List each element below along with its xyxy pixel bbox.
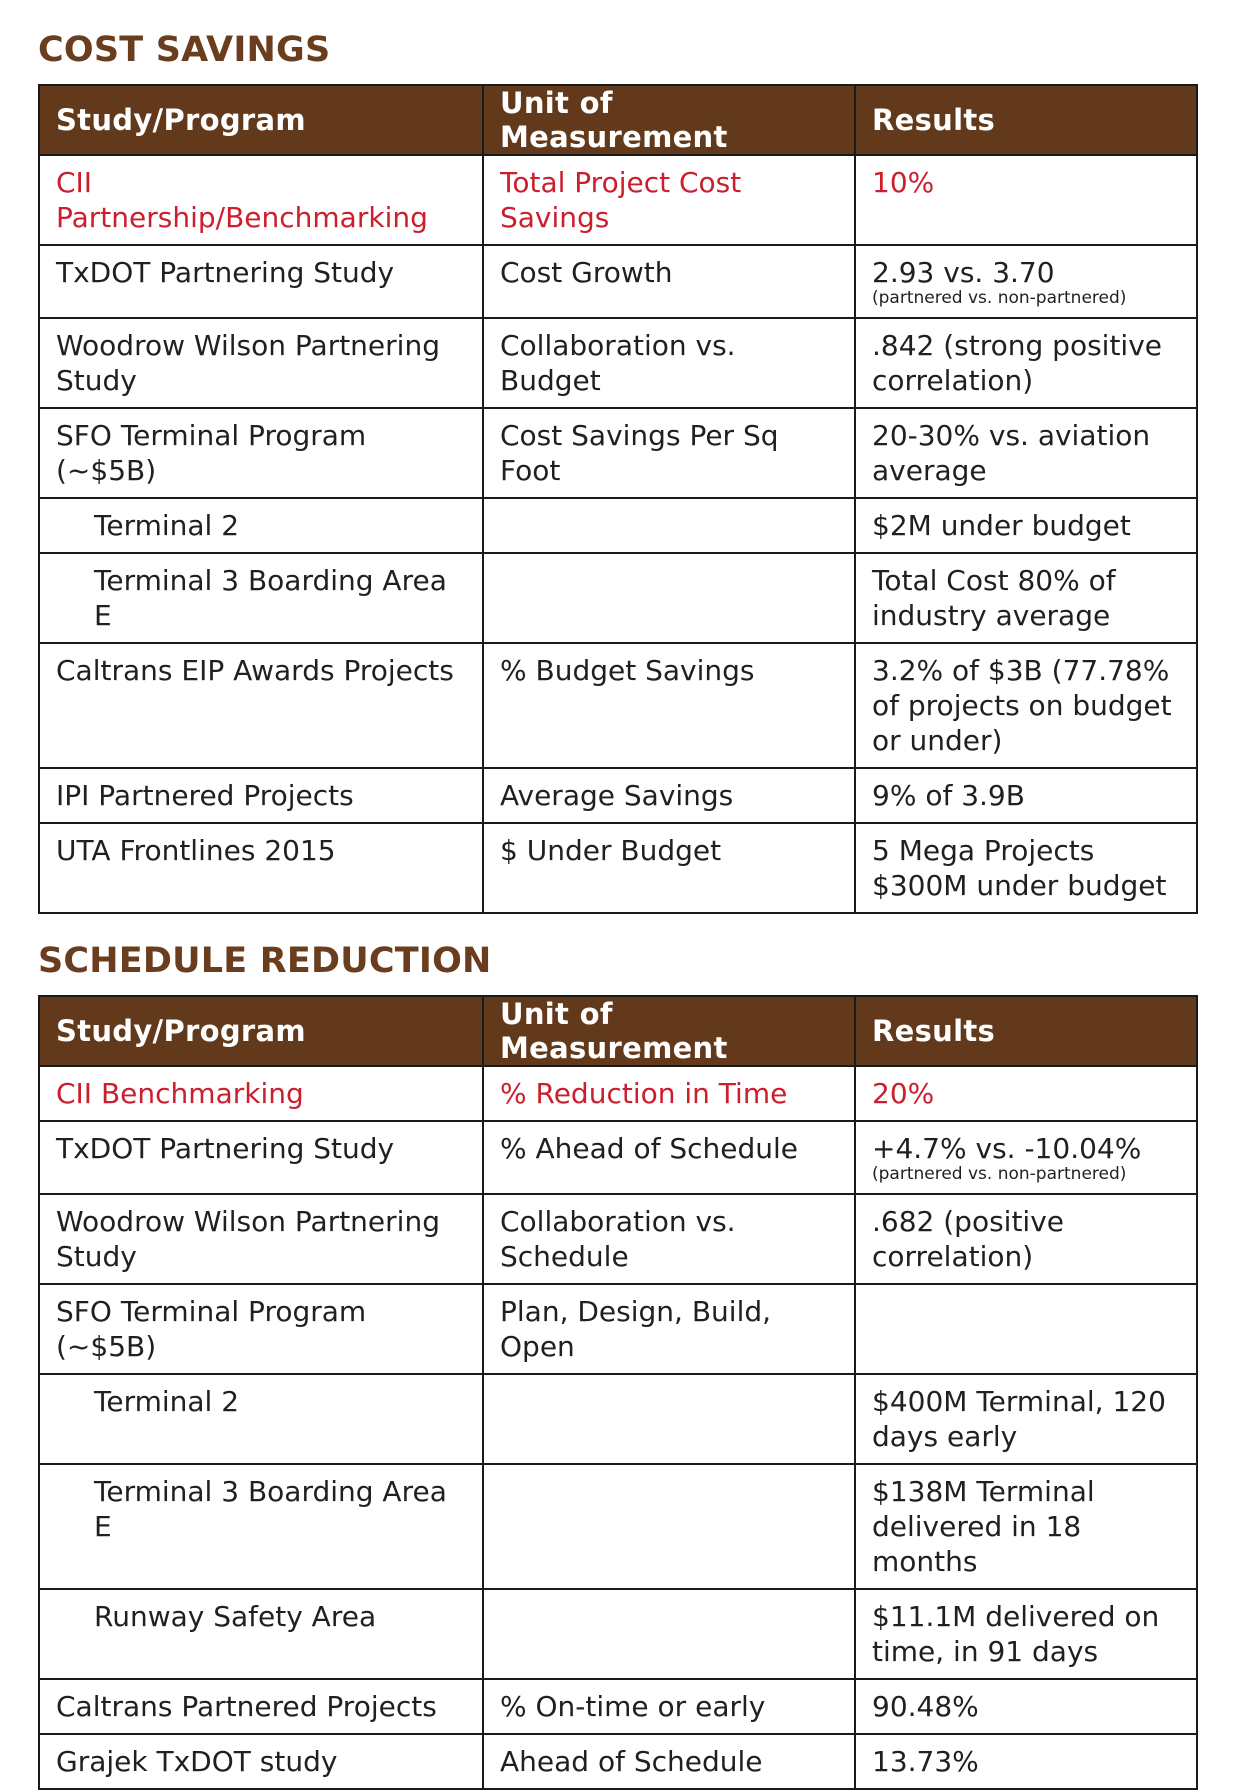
unit-cell: $ Under Budget bbox=[483, 823, 855, 913]
study-cell: UTA Frontlines 2015 bbox=[39, 823, 483, 913]
result-cell: 3.2% of $3B (77.78% of projects on budget or under) bbox=[855, 643, 1197, 768]
unit-cell: % Ahead of Schedule bbox=[483, 1121, 855, 1194]
table-row bbox=[39, 1464, 1197, 1589]
study-cell: Terminal 2 bbox=[39, 498, 483, 553]
study-cell: Grajek TxDOT study bbox=[39, 1734, 483, 1789]
table-row bbox=[39, 1284, 1197, 1374]
cost-savings-table bbox=[38, 84, 1198, 914]
unit-cell bbox=[483, 1589, 855, 1679]
study-cell: IPI Partnered Projects bbox=[39, 768, 483, 823]
result-cell bbox=[855, 1284, 1197, 1374]
table-row bbox=[39, 1589, 1197, 1679]
study-cell: Caltrans EIP Awards Projects bbox=[39, 643, 483, 768]
table-header-row bbox=[39, 85, 1197, 155]
study-cell: Terminal 3 Boarding Area E bbox=[39, 553, 483, 643]
table-row bbox=[39, 768, 1197, 823]
table-row bbox=[39, 155, 1197, 245]
unit-cell: Cost Growth bbox=[483, 245, 855, 318]
result-cell bbox=[855, 1121, 1197, 1194]
study-cell: Woodrow Wilson Partnering Study bbox=[39, 1194, 483, 1284]
unit-cell: % Reduction in Time bbox=[483, 1066, 855, 1121]
unit-cell bbox=[483, 553, 855, 643]
result-text: 2.93 vs. 3.70 bbox=[872, 256, 1055, 289]
study-cell: CII Partnership/Benchmarking bbox=[39, 155, 483, 245]
section-title-schedule-reduction: SCHEDULE REDUCTION bbox=[38, 941, 492, 981]
study-cell: TxDOT Partnering Study bbox=[39, 245, 483, 318]
result-cell: 20-30% vs. aviation average bbox=[855, 408, 1197, 498]
unit-cell: Ahead of Schedule bbox=[483, 1734, 855, 1789]
study-cell: Caltrans Partnered Projects bbox=[39, 1679, 483, 1734]
result-cell: Total Cost 80% of industry average bbox=[855, 553, 1197, 643]
header-study: Study/Program bbox=[39, 85, 483, 155]
table-row bbox=[39, 1679, 1197, 1734]
table-row bbox=[39, 408, 1197, 498]
section-title-cost-savings: COST SAVINGS bbox=[38, 30, 331, 70]
study-cell: SFO Terminal Program (~$5B) bbox=[39, 408, 483, 498]
result-cell: 9% of 3.9B bbox=[855, 768, 1197, 823]
study-cell: Terminal 3 Boarding Area E bbox=[39, 1464, 483, 1589]
table-row bbox=[39, 1066, 1197, 1121]
table-row bbox=[39, 318, 1197, 408]
result-cell: .682 (positive correlation) bbox=[855, 1194, 1197, 1284]
unit-cell: % On-time or early bbox=[483, 1679, 855, 1734]
result-cell: 10% bbox=[855, 155, 1197, 245]
header-results: Results bbox=[855, 996, 1197, 1066]
table-row bbox=[39, 1121, 1197, 1194]
header-unit: Unit of Measurement bbox=[483, 85, 855, 155]
result-note: (partnered vs. non-partnered) bbox=[872, 1164, 1127, 1184]
study-cell: Woodrow Wilson Partnering Study bbox=[39, 318, 483, 408]
study-cell: TxDOT Partnering Study bbox=[39, 1121, 483, 1194]
unit-cell bbox=[483, 498, 855, 553]
unit-cell: Plan, Design, Build, Open bbox=[483, 1284, 855, 1374]
unit-cell: Average Savings bbox=[483, 768, 855, 823]
result-cell: $2M under budget bbox=[855, 498, 1197, 553]
table-row bbox=[39, 553, 1197, 643]
result-cell bbox=[855, 245, 1197, 318]
result-cell: 5 Mega Projects $300M under budget bbox=[855, 823, 1197, 913]
result-cell: $400M Terminal, 120 days early bbox=[855, 1374, 1197, 1464]
result-cell: $11.1M delivered on time, in 91 days bbox=[855, 1589, 1197, 1679]
table-row bbox=[39, 498, 1197, 553]
result-cell: 90.48% bbox=[855, 1679, 1197, 1734]
result-cell: $138M Terminal delivered in 18 months bbox=[855, 1464, 1197, 1589]
unit-cell bbox=[483, 1374, 855, 1464]
table-row bbox=[39, 823, 1197, 913]
study-cell: Terminal 2 bbox=[39, 1374, 483, 1464]
result-note: (partnered vs. non-partnered) bbox=[872, 288, 1127, 308]
result-cell: 13.73% bbox=[855, 1734, 1197, 1789]
cost-savings-section bbox=[38, 28, 1196, 914]
table-header-row bbox=[39, 996, 1197, 1066]
table-row bbox=[39, 245, 1197, 318]
table-row bbox=[39, 643, 1197, 768]
result-text: +4.7% vs. -10.04% bbox=[872, 1132, 1142, 1165]
table-row bbox=[39, 1194, 1197, 1284]
unit-cell: Collaboration vs. Schedule bbox=[483, 1194, 855, 1284]
study-cell: CII Benchmarking bbox=[39, 1066, 483, 1121]
unit-cell bbox=[483, 1464, 855, 1589]
unit-cell: Total Project Cost Savings bbox=[483, 155, 855, 245]
unit-cell: % Budget Savings bbox=[483, 643, 855, 768]
schedule-reduction-section bbox=[38, 939, 1196, 1790]
table-row bbox=[39, 1734, 1197, 1789]
table-row bbox=[39, 1374, 1197, 1464]
result-cell: 20% bbox=[855, 1066, 1197, 1121]
header-study: Study/Program bbox=[39, 996, 483, 1066]
result-cell: .842 (strong positive correlation) bbox=[855, 318, 1197, 408]
header-results: Results bbox=[855, 85, 1197, 155]
unit-cell: Cost Savings Per Sq Foot bbox=[483, 408, 855, 498]
schedule-reduction-table bbox=[38, 995, 1198, 1790]
header-unit: Unit of Measurement bbox=[483, 996, 855, 1066]
unit-cell: Collaboration vs. Budget bbox=[483, 318, 855, 408]
study-cell: SFO Terminal Program (~$5B) bbox=[39, 1284, 483, 1374]
study-cell: Runway Safety Area bbox=[39, 1589, 483, 1679]
